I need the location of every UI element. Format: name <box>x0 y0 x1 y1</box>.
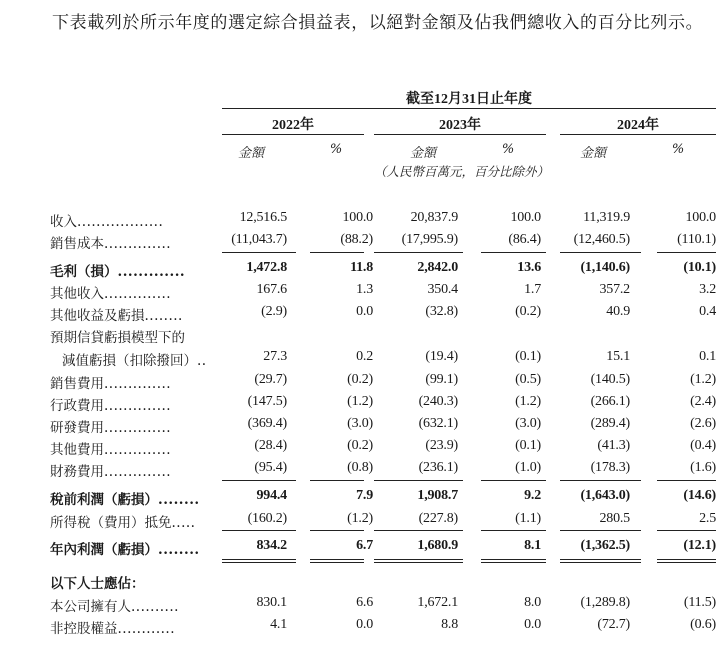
row-value: (23.9) <box>425 438 458 453</box>
row-value: (12,460.5) <box>573 232 630 247</box>
row-value: 0.0 <box>356 617 373 632</box>
table-rule <box>560 562 641 563</box>
row-label <box>50 460 171 480</box>
row-label <box>50 260 185 280</box>
row-value: (72.7) <box>597 617 630 632</box>
row-value: (11.5) <box>683 595 716 610</box>
row-label <box>50 326 185 346</box>
row-value: 100.0 <box>685 210 716 225</box>
row-label <box>50 282 171 302</box>
row-label-text: 稅前利潤（虧損） <box>50 492 158 508</box>
row-leader-dots: .............. <box>104 236 172 252</box>
percent-label-2024: % <box>671 142 685 157</box>
row-value: 357.2 <box>599 282 630 297</box>
row-label <box>50 572 145 592</box>
row-value: (1.2) <box>347 394 373 409</box>
row-value: (1,289.8) <box>580 595 630 610</box>
period-header: 截至12月31日止年度 <box>406 92 532 107</box>
row-value: 1.3 <box>356 282 373 297</box>
row-label <box>50 438 171 458</box>
table-rule <box>310 252 364 253</box>
row-label <box>50 511 195 531</box>
row-value: (1.6) <box>690 460 716 475</box>
row-value: 3.2 <box>699 282 716 297</box>
row-value: 100.0 <box>342 210 373 225</box>
table-rule <box>310 562 364 563</box>
row-value: (41.3) <box>597 438 630 453</box>
row-value: 9.2 <box>524 488 541 503</box>
row-value: (29.7) <box>254 372 287 387</box>
row-leader-dots: ........ <box>144 308 183 324</box>
row-value: 280.5 <box>599 511 630 526</box>
row-value: 6.6 <box>356 595 373 610</box>
row-value: (1.2) <box>690 372 716 387</box>
row-value: (1.1) <box>515 511 541 526</box>
row-value: (227.8) <box>418 511 458 526</box>
table-rule <box>657 559 716 560</box>
row-leader-dots: ........ <box>158 492 200 508</box>
row-leader-dots: .. <box>197 353 207 369</box>
row-label-text: 本公司擁有人 <box>50 599 131 615</box>
row-value: (95.4) <box>254 460 287 475</box>
row-label-text: 行政費用 <box>50 398 104 414</box>
row-label-text: 非控股權益 <box>50 621 118 637</box>
row-label-text: 其他費用 <box>50 442 104 458</box>
table-rule <box>481 252 546 253</box>
row-label-text: 其他收入 <box>50 286 104 302</box>
table-rule <box>481 480 546 481</box>
row-value: (1.2) <box>347 511 373 526</box>
row-value: 40.9 <box>606 304 630 319</box>
row-value: (3.0) <box>515 416 541 431</box>
row-label-text: 減值虧損（扣除撥回） <box>62 353 197 369</box>
row-value: 0.2 <box>356 349 373 364</box>
row-value: 1.7 <box>524 282 541 297</box>
row-label-text: 研發費用 <box>50 420 104 436</box>
row-label <box>50 210 163 230</box>
row-value: (10.1) <box>683 260 716 275</box>
row-value: (0.6) <box>690 617 716 632</box>
row-value: (1,140.6) <box>580 260 630 275</box>
row-label-text: 其他收益及虧損 <box>50 308 145 324</box>
row-value: (140.5) <box>590 372 630 387</box>
table-rule <box>310 559 364 560</box>
table-rule <box>222 252 296 253</box>
amount-label-2022: 金額 <box>237 146 264 161</box>
row-value: 8.0 <box>524 595 541 610</box>
amount-label-2023: 金額 <box>409 146 436 161</box>
row-value: 834.2 <box>256 538 287 553</box>
row-value: 6.7 <box>356 538 373 553</box>
row-value: (369.4) <box>247 416 287 431</box>
table-rule <box>222 559 296 560</box>
row-value: (0.8) <box>347 460 373 475</box>
row-value: 994.4 <box>256 488 287 503</box>
row-value: 15.1 <box>606 349 630 364</box>
row-value: (240.3) <box>418 394 458 409</box>
percent-label-2023: % <box>501 142 515 157</box>
row-label-text: 所得稅（費用）抵免 <box>50 515 172 531</box>
row-value: (0.1) <box>515 438 541 453</box>
row-value: (110.1) <box>677 232 716 247</box>
row-value: (3.0) <box>347 416 373 431</box>
row-leader-dots: .............. <box>104 286 172 302</box>
row-value: (178.3) <box>590 460 630 475</box>
year-rule-2023 <box>374 134 546 135</box>
row-value: 11,319.9 <box>583 210 630 225</box>
table-rule <box>374 559 463 560</box>
percent-label-2022: % <box>329 142 343 157</box>
row-value: (1,643.0) <box>580 488 630 503</box>
row-value: 100.0 <box>510 210 541 225</box>
unit-note: （人民幣百萬元，百分比除外） <box>374 164 550 179</box>
row-value: (147.5) <box>247 394 287 409</box>
row-label-text: 預期信貸虧損模型下的 <box>50 330 185 346</box>
row-value: 4.1 <box>270 617 287 632</box>
row-value: (2.6) <box>690 416 716 431</box>
row-value: 167.6 <box>256 282 287 297</box>
row-leader-dots: .............. <box>104 442 172 458</box>
row-value: 0.0 <box>356 304 373 319</box>
row-label-text: 銷售成本 <box>50 236 104 252</box>
row-value: (1,362.5) <box>580 538 630 553</box>
table-rule <box>222 480 296 481</box>
row-label <box>50 416 171 436</box>
row-value: (160.2) <box>247 511 287 526</box>
row-value: (14.6) <box>683 488 716 503</box>
table-rule <box>222 530 296 531</box>
row-value: (1.2) <box>515 394 541 409</box>
year-rule-2022 <box>222 134 364 135</box>
row-value: 1,680.9 <box>417 538 458 553</box>
table-rule <box>481 530 546 531</box>
row-leader-dots: ........ <box>158 542 200 558</box>
row-value: 0.1 <box>699 349 716 364</box>
row-label-text: 毛利（損） <box>50 264 118 280</box>
row-leader-dots: ............ <box>117 621 175 637</box>
row-leader-dots: .............. <box>104 420 172 436</box>
row-label <box>50 595 179 615</box>
row-value: 2.5 <box>699 511 716 526</box>
row-label-text: 以下人士應佔： <box>50 576 145 592</box>
row-value: (99.1) <box>425 372 458 387</box>
row-leader-dots: .......... <box>131 599 179 615</box>
row-value: (632.1) <box>418 416 458 431</box>
row-leader-dots: .............. <box>104 464 172 480</box>
row-label <box>50 304 183 324</box>
row-value: (0.2) <box>347 438 373 453</box>
row-leader-dots: .............. <box>104 376 172 392</box>
row-value: (28.4) <box>254 438 287 453</box>
table-rule <box>374 530 463 531</box>
row-value: 11.8 <box>350 260 373 275</box>
table-rule <box>481 559 546 560</box>
table-rule <box>310 480 364 481</box>
row-value: (2.9) <box>261 304 287 319</box>
row-leader-dots: ............. <box>117 264 186 280</box>
row-value: (0.1) <box>515 349 541 364</box>
row-value: (1.0) <box>515 460 541 475</box>
row-value: (12.1) <box>683 538 716 553</box>
row-value: 27.3 <box>263 349 287 364</box>
row-value: (19.4) <box>425 349 458 364</box>
row-value: (17,995.9) <box>401 232 458 247</box>
table-rule <box>657 562 716 563</box>
period-header-rule <box>222 108 716 109</box>
row-value: (86.4) <box>508 232 541 247</box>
table-rule <box>481 562 546 563</box>
row-value: (32.8) <box>425 304 458 319</box>
row-label <box>50 617 175 637</box>
row-value: 830.1 <box>256 595 287 610</box>
table-rule <box>374 252 463 253</box>
table-rule <box>560 559 641 560</box>
year-header-2024: 2024年 <box>617 118 659 133</box>
row-leader-dots: ..... <box>171 515 196 531</box>
row-leader-dots: .............. <box>104 398 172 414</box>
row-label-text: 年內利潤（虧損） <box>50 542 158 558</box>
row-value: 8.8 <box>441 617 458 632</box>
year-header-2022: 2022年 <box>272 118 314 133</box>
intro-paragraph: 下表載列於所示年度的選定綜合損益表，以絕對金額及佔我們總收入的百分比列示。 <box>52 13 704 33</box>
row-value: 350.4 <box>427 282 458 297</box>
row-leader-dots: .................. <box>77 214 164 230</box>
table-rule <box>560 530 641 531</box>
row-label <box>50 232 171 252</box>
row-value: 8.1 <box>524 538 541 553</box>
table-rule <box>657 480 716 481</box>
row-value: 13.6 <box>517 260 541 275</box>
row-value: (0.4) <box>690 438 716 453</box>
row-value: 2,842.0 <box>417 260 458 275</box>
row-value: 12,516.5 <box>239 210 287 225</box>
table-rule <box>657 252 716 253</box>
table-rule <box>222 562 296 563</box>
row-value: (2.4) <box>690 394 716 409</box>
row-value: 1,908.7 <box>417 488 458 503</box>
row-value: 1,672.1 <box>417 595 458 610</box>
table-rule <box>310 530 364 531</box>
row-label <box>50 372 171 392</box>
row-value: (266.1) <box>590 394 630 409</box>
row-value: (11,043.7) <box>231 232 287 247</box>
row-value: 20,837.9 <box>410 210 458 225</box>
row-value: 0.0 <box>524 617 541 632</box>
row-value: 7.9 <box>356 488 373 503</box>
row-value: (289.4) <box>590 416 630 431</box>
year-header-2023: 2023年 <box>439 118 481 133</box>
row-value: (0.5) <box>515 372 541 387</box>
table-rule <box>657 530 716 531</box>
row-label <box>50 394 171 414</box>
row-value: 1,472.8 <box>246 260 287 275</box>
table-rule <box>374 562 463 563</box>
table-rule <box>374 480 463 481</box>
table-rule <box>560 480 641 481</box>
year-rule-2024 <box>560 134 716 135</box>
row-label-text: 銷售費用 <box>50 376 104 392</box>
amount-label-2024: 金額 <box>579 146 606 161</box>
row-value: (0.2) <box>347 372 373 387</box>
row-label-text: 收入 <box>50 214 77 230</box>
table-rule <box>560 252 641 253</box>
row-value: (236.1) <box>418 460 458 475</box>
row-value: (88.2) <box>340 232 373 247</box>
row-value: (0.2) <box>515 304 541 319</box>
row-value: 0.4 <box>699 304 716 319</box>
row-label-text: 財務費用 <box>50 464 104 480</box>
